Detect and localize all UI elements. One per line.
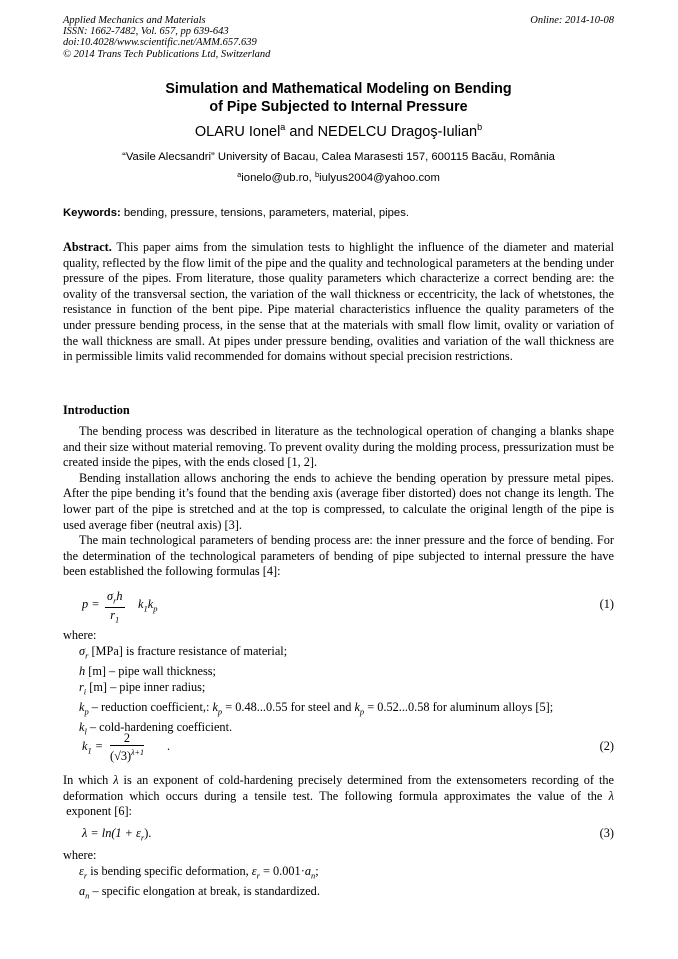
journal-header xyxy=(63,15,270,60)
intro-paragraph-3: The main technological parameters of bending process are: the inner pressure and the force of bending. For the determination of the technological parameters of bending of pipe subjected to internal pressure the have been established the following formulas [4]: xyxy=(63,533,614,579)
eq1-coefficients: $k_1k_p$ xyxy=(138,597,158,614)
definitions-list-2 xyxy=(79,864,320,904)
authors xyxy=(63,123,614,141)
author-and: and xyxy=(285,124,318,140)
keywords xyxy=(63,206,614,220)
introduction-body xyxy=(63,424,614,580)
title-line-1: Simulation and Mathematical Modeling on Bending xyxy=(165,81,512,97)
author-2-sup: b xyxy=(477,122,483,132)
abstract xyxy=(63,240,614,365)
section-heading-introduction: Introduction xyxy=(63,403,130,417)
lambda-paragraph: In which λ is an exponent of cold-hardening precisely determined from the extensometers recording of the deformation which occurs during a tensile test. The following formula approximates the value of the λ exponent [6]: xyxy=(63,773,614,819)
author-2: NEDELCU Dragoş-Iulian xyxy=(317,124,478,140)
keywords-label: Keywords: xyxy=(63,207,121,219)
email-a-sup: a xyxy=(237,170,242,179)
title-line-2: of Pipe Subjected to Internal Pressure xyxy=(209,98,468,115)
definition-an: $a_n$ – specific elongation at break, is standardized. xyxy=(79,884,320,901)
definitions-list-1 xyxy=(79,644,553,740)
equation-2: $k_1$ = $\frac{2}{(√3)^{\lambda+1}}$ . (2) xyxy=(82,731,614,764)
eq3-expression: $\lambda = \ln(1 + \varepsilon_r)$. xyxy=(82,826,152,843)
email-a: ionelo@ub.ro, xyxy=(241,172,315,184)
definition-h: h [m] – pipe wall thickness; xyxy=(79,664,216,679)
where-label-1: where: xyxy=(63,628,97,642)
definition-kl: $k_l$ – cold-hardening coefficient. xyxy=(79,719,233,737)
email-b-sup: b xyxy=(314,170,320,179)
eq1-fraction: $\sigma_rh$ $r_1$ xyxy=(107,589,123,625)
equation-1 xyxy=(63,591,614,625)
eq1-number: (1) xyxy=(599,597,614,611)
keywords-text: bending, pressure, tensions, parameters, material, pipes. xyxy=(120,207,409,219)
abstract-text: This paper aims from the simulation tests to highlight the influence of the diameter and material quality, reflected by the flow limit of the pipe and the quality and technological parameters at the bending under pressure of the pipes. From literature, those quality parameters which characterize a correct bending are: the ovality of the transversal section, the variation of the wall thickness or eccentricity, the lack of whetstones, the resistance in function of the bent pipe. Pipe material characteristics influence the quality parameters of the under pressure bending process, in the sense that at the materials with small flow limit, ovality or variation of the wall thickness are small. At pipes under pressure bending, ovalities and variation of the wall thickness are in permissible limits valid recommended for domains without special precision restrictions. xyxy=(63,240,614,364)
definition-epsilon: $\varepsilon_r$ is bending specific deformation, $\varepsilon_r = 0.001\cdot a_n$; xyxy=(79,864,319,881)
where-label-2: where: xyxy=(63,848,97,862)
eq2-lhs: $k_1$ = xyxy=(82,739,104,756)
online-date: Online: 2014-10-08 xyxy=(530,15,614,26)
eq2-number: (2) xyxy=(599,739,614,753)
author-emails xyxy=(63,171,614,185)
definition-kp: $k_p$ – reduction coefficient,: $k_p = 0.48...0.55$ for steel and $k_p = 0.52...0.58$ for aluminum alloys [5]; xyxy=(79,699,554,717)
author-1-sup: a xyxy=(280,122,286,132)
eq1-lhs: p = xyxy=(82,597,100,611)
copyright-line: © 2014 Trans Tech Publications Ltd, Switzerland xyxy=(63,48,271,60)
issn-line: ISSN: 1662-7482, Vol. 657, pp 639-643 xyxy=(63,26,229,38)
doi-line: doi:10.4028/www.scientific.net/AMM.657.639 xyxy=(63,37,257,49)
intro-paragraph-1: The bending process was described in literature as the technological operation of changing a blanks shape and their size without material removing. To prevent ovality during the molding process, pressurization must be created inside the pipes, with the ends closed [1, 2]. xyxy=(63,424,614,470)
definition-sigma: $\sigma_r$ [MPa] is fracture resistance of material; xyxy=(79,644,288,661)
abstract-label: Abstract. xyxy=(63,240,112,254)
eq3-number: (3) xyxy=(599,826,614,840)
eq2-fraction: $\frac{2}{(√3)^{\lambda+1}}$ xyxy=(110,731,144,764)
definition-ri: $r_i$ [m] – pipe inner radius; xyxy=(79,679,206,697)
journal-name: Applied Mechanics and Materials xyxy=(63,15,206,26)
affiliation: “Vasile Alecsandri” University of Bacau, Calea Marasesti 157, 600115 Bacău, România xyxy=(122,151,555,163)
email-b: iulyus2004@yahoo.com xyxy=(319,172,440,184)
author-1: OLARU Ionel xyxy=(194,124,281,140)
paper-title xyxy=(63,81,614,116)
intro-paragraph-2: Bending installation allows anchoring the ends to achieve the bending operation by pressure metal pipes. After the pipe bending it’s found that the bending axis (average fiber distorted) does not change its length. The lower part of the pipe is stretched and at the top is compressed, to calculate the original length of the pipe is used average fiber (neutral axis) [3]. xyxy=(63,470,614,532)
equation-3 xyxy=(63,826,614,844)
